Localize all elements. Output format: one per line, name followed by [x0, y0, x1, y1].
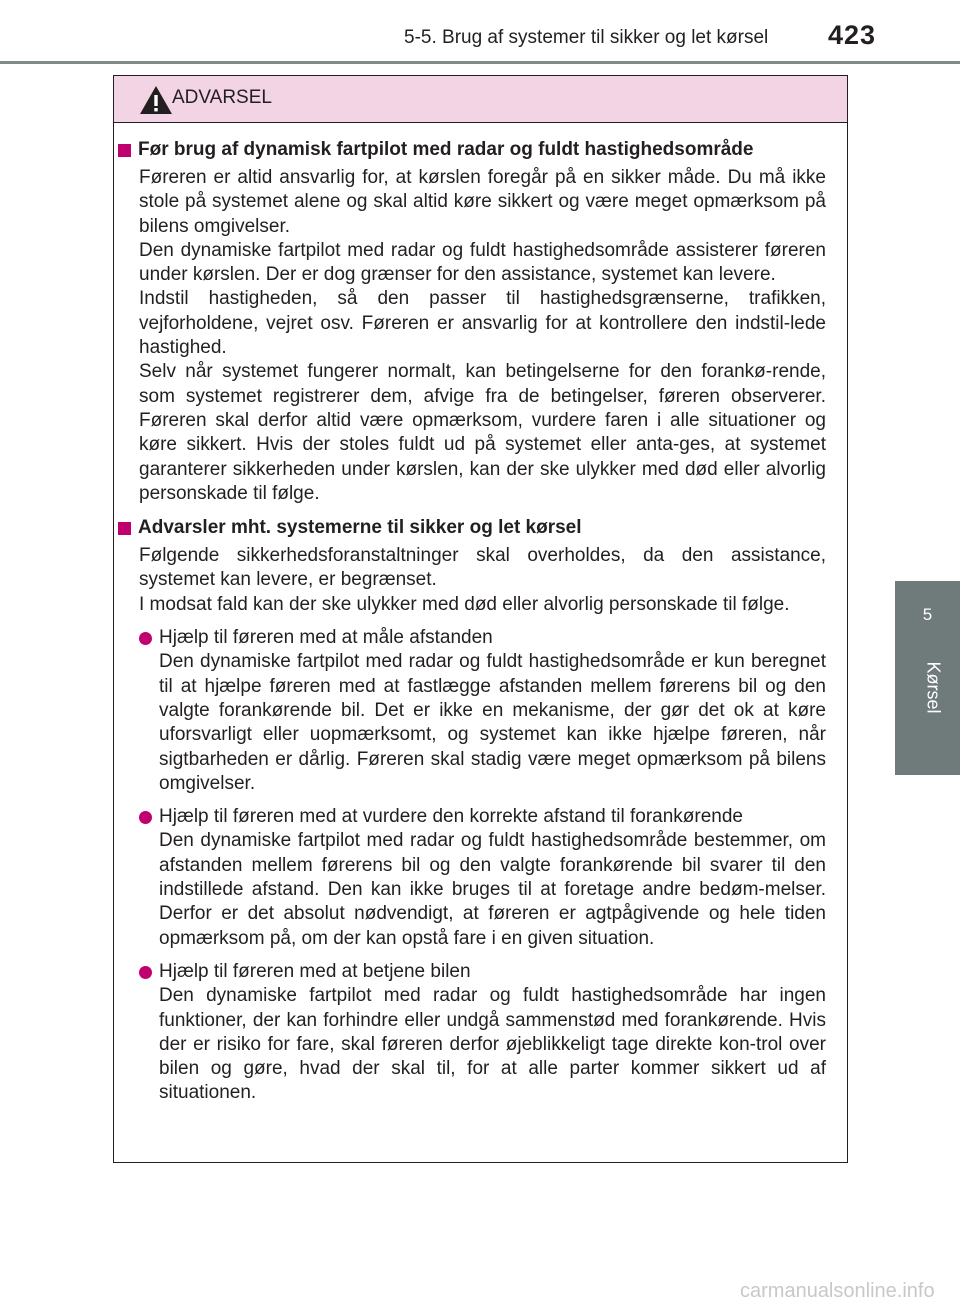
paragraph: Følgende sikkerhedsforanstaltninger skal overholdes, da den assistance, systemet kan levere, er begrænset. — [139, 545, 826, 591]
page-number: 423 — [828, 20, 877, 50]
round-bullet-icon — [139, 811, 152, 824]
warning-box — [113, 75, 848, 1163]
watermark: carmanualsonline.info — [740, 1280, 935, 1302]
section-heading-text: Advarsler mht. systemerne til sikker og let kørsel — [138, 517, 582, 539]
chapter-number: 5 — [922, 605, 933, 624]
running-header-section: 5-5. Brug af systemer til sikker og let kørsel — [404, 27, 769, 48]
bullet-text: Den dynamiske fartpilot med radar og fuldt hastighedsområde har ingen funktioner, der kan forhindre eller undgå sammenstød med forankørende. Hvis der er risiko for fare, skal føreren derfor øjeblikkeligt tage direkte kon-trol over bilen og gøre, hvad der skal til, for at alle parter kommer sikkert ud af situationen. — [159, 985, 826, 1104]
bullet-text: Den dynamiske fartpilot med radar og fuldt hastighedsområde bestemmer, om afstanden mellem førerens bil og den valgte forankørende bil svarer til den indstillede afstand. Den kan ikke bruges til at foretage andre bedøm-melser. Derfor er det absolut nødvendigt, at føreren er agtpågivende og hele tiden opmærksom på, om der kan opstå fare i en given situation. — [159, 830, 826, 949]
square-bullet-icon — [118, 144, 131, 157]
chapter-tab[interactable] — [895, 581, 960, 775]
paragraph: Indstil hastigheden, så den passer til hastighedsgrænserne, trafikken, vejforholdene, vejret osv. Føreren er ansvarlig for at kontrollere den indstil-lede hastighed. — [139, 288, 826, 359]
bullet-title: Hjælp til føreren med at måle afstanden — [159, 627, 493, 649]
bullet-item — [159, 960, 826, 1106]
bullet-title: Hjælp til føreren med at betjene bilen — [159, 960, 471, 982]
bullet-item — [159, 805, 826, 951]
warning-title: ADVARSEL — [172, 87, 272, 108]
warning-triangle-icon — [138, 84, 174, 116]
section-heading-text: Før brug af dynamisk fartpilot med radar og fuldt hastighedsområde — [138, 139, 754, 160]
section-heading — [114, 138, 847, 162]
section-heading — [114, 516, 847, 540]
section-body — [139, 544, 826, 617]
bullet-title: Hjælp til føreren med at vurdere den korrekte afstand til forankørende — [159, 806, 743, 828]
round-bullet-icon — [139, 966, 152, 979]
chapter-title: Kørsel — [923, 661, 944, 714]
square-bullet-icon — [118, 522, 131, 535]
header-divider — [0, 61, 960, 64]
warning-content — [114, 131, 847, 1106]
paragraph: Føreren er altid ansvarlig for, at kørslen foregår på en sikker måde. Du må ikke stole på systemet alene og skal altid køre sikkert og være meget opmærksom på bilens omgivelser. — [139, 167, 826, 237]
bullet-item — [159, 626, 826, 796]
paragraph: Den dynamiske fartpilot med radar og fuldt hastighedsområde assisterer føreren under kørslen. Der er dog grænser for den assistance, systemet kan levere. — [139, 239, 826, 286]
paragraph: I modsat fald kan der ske ulykker med død eller alvorlig personskade til følge. — [139, 593, 790, 615]
section-body — [139, 166, 826, 506]
warning-header — [114, 76, 847, 123]
round-bullet-icon — [139, 632, 152, 645]
paragraph: Selv når systemet fungerer normalt, kan betingelserne for den forankø-rende, som systemet registrerer dem, afvige fra de betingelser, føreren observerer. Føreren skal derfor altid være opmærksom, vurdere faren i alle situationer og køre sikkert. Hvis der stoles fuldt ud på systemet eller anta-ges, at systemet garanterer sikkerheden under kørslen, kan der ske ulykker med død eller alvorlig personskade til følge. — [139, 361, 826, 504]
bullet-text: Den dynamiske fartpilot med radar og fuldt hastighedsområde er kun beregnet til at hjælpe føreren med at fastlægge afstanden mellem førerens bil og den valgte forankørende bil. Det er ikke en mekanisme, der gør det ok at køre uforsvarligt eller uopmærksomt, og systemet kan ikke hjælpe føreren, når sigtbarheden er dårlig. Føreren skal stadig være meget opmærksom på bilens omgivelser. — [159, 651, 826, 794]
